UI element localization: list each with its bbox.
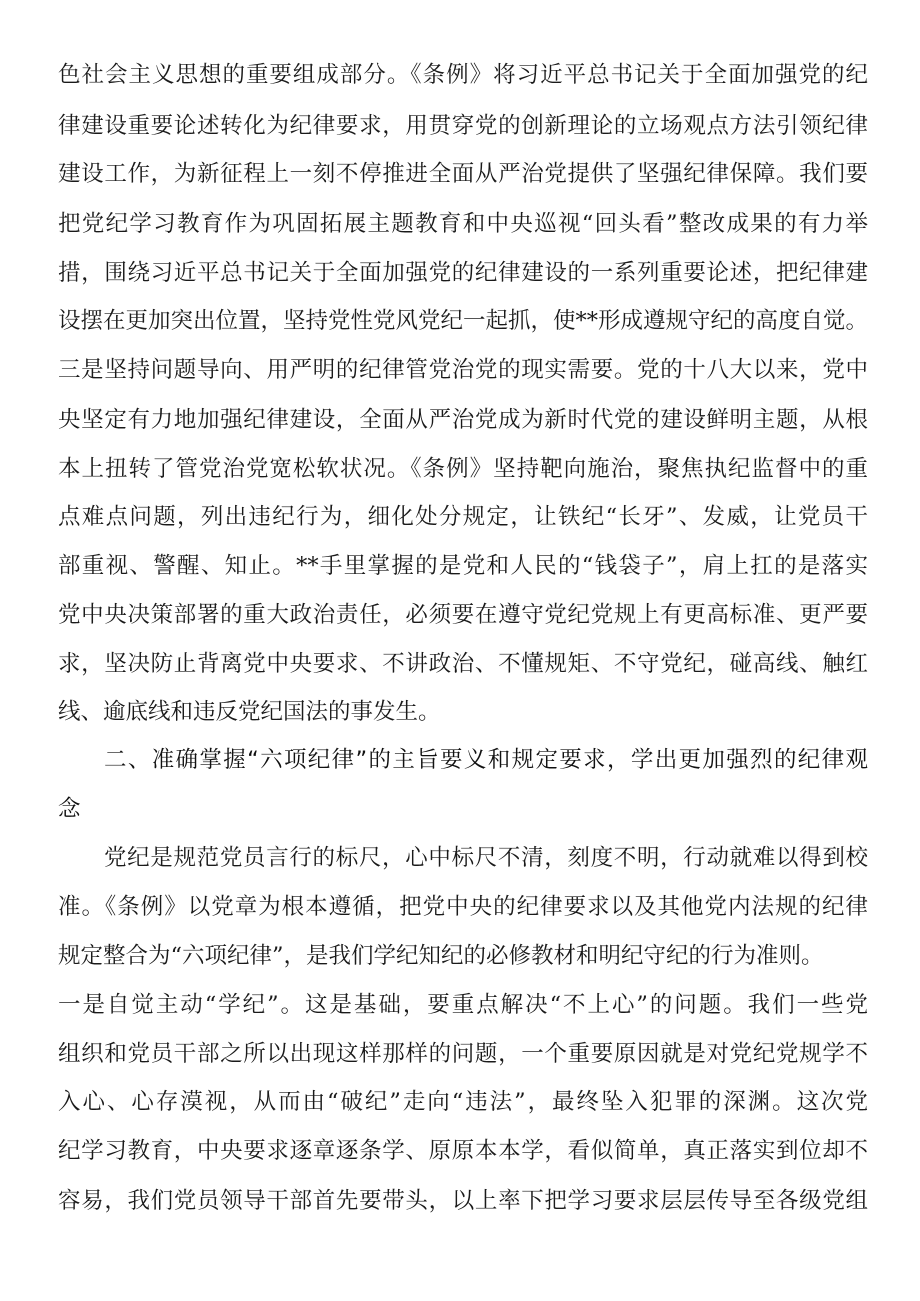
text-line: 央坚定有力地加强纪律建设，全面从严治党成为新时代党的建设鲜明主题，从根 [58,407,868,433]
heading-line: 二、准确掌握“六项纪律”的主旨要义和规定要求，学出更加强烈的纪律观 [104,747,868,773]
text-line: 准。《条例》以党章为根本遵循，把党中央的纪律要求以及其他党内法规的纪律 [58,894,868,920]
text-line: 三是坚持问题导向、用严明的纪律管党治党的现实需要。党的十八大以来，党中 [58,357,868,383]
text-line: 组织和党员干部之所以出现这样那样的问题，一个重要原因就是对党纪党规学不 [58,1041,868,1067]
text-line: 设摆在更加突出位置，坚持党性党风党纪一起抓，使**形成遵规守纪的高度自觉。 [58,308,869,334]
text-line: 党纪是规范党员言行的标尺，心中标尺不清，刻度不明，行动就难以得到校 [104,845,868,871]
text-line: 容易，我们党员领导干部首先要带头，以上率下把学习要求层层传导至各级党组 [58,1188,868,1214]
text-line: 党中央决策部署的重大政治责任，必须要在遵守党纪党规上有更高标准、更严要 [58,602,868,628]
text-line: 措，围绕习近平总书记关于全面加强党的纪律建设的一系列重要论述，把纪律建 [58,260,868,286]
text-line: 点难点问题，列出违纪行为，细化处分规定，让铁纪“长牙”、发威，让党员干 [58,504,868,530]
text-line: 入心、心存漠视，从而由“破纪”走向“违法”，最终坠入犯罪的深渊。这次党 [58,1089,868,1115]
text-line: 规定整合为“六项纪律”，是我们学纪知纪的必修教材和明纪守纪的行为准则。 [58,943,824,969]
text-line: 律建设重要论述转化为纪律要求，用贯穿党的创新理论的立场观点方法引领纪律 [58,113,868,139]
text-line: 把党纪学习教育作为巩固拓展主题教育和中央巡视“回头看”整改成果的有力举 [58,211,868,237]
text-line: 纪学习教育，中央要求逐章逐条学、原原本本学，看似简单，真正落实到位却不 [58,1138,868,1164]
text-line: 建设工作，为新征程上一刻不停推进全面从严治党提供了坚强纪律保障。我们要 [58,161,868,187]
heading-line: 念 [58,796,81,822]
text-line: 一是自觉主动“学纪”。这是基础，要重点解决“不上心”的问题。我们一些党 [58,992,868,1018]
text-line: 本上扭转了管党治党宽松软状况。《条例》坚持靶向施治，聚焦执纪监督中的重 [58,456,868,482]
text-line: 色社会主义思想的重要组成部分。《条例》将习近平总书记关于全面加强党的纪 [58,62,868,88]
text-line: 线、逾底线和违反党纪国法的事发生。 [58,699,441,725]
text-line: 求，坚决防止背离党中央要求、不讲政治、不懂规矩、不守党纪，碰高线、触红 [58,651,868,677]
text-line: 部重视、警醒、知止。**手里掌握的是党和人民的“钱袋子”，肩上扛的是落实 [58,553,868,579]
